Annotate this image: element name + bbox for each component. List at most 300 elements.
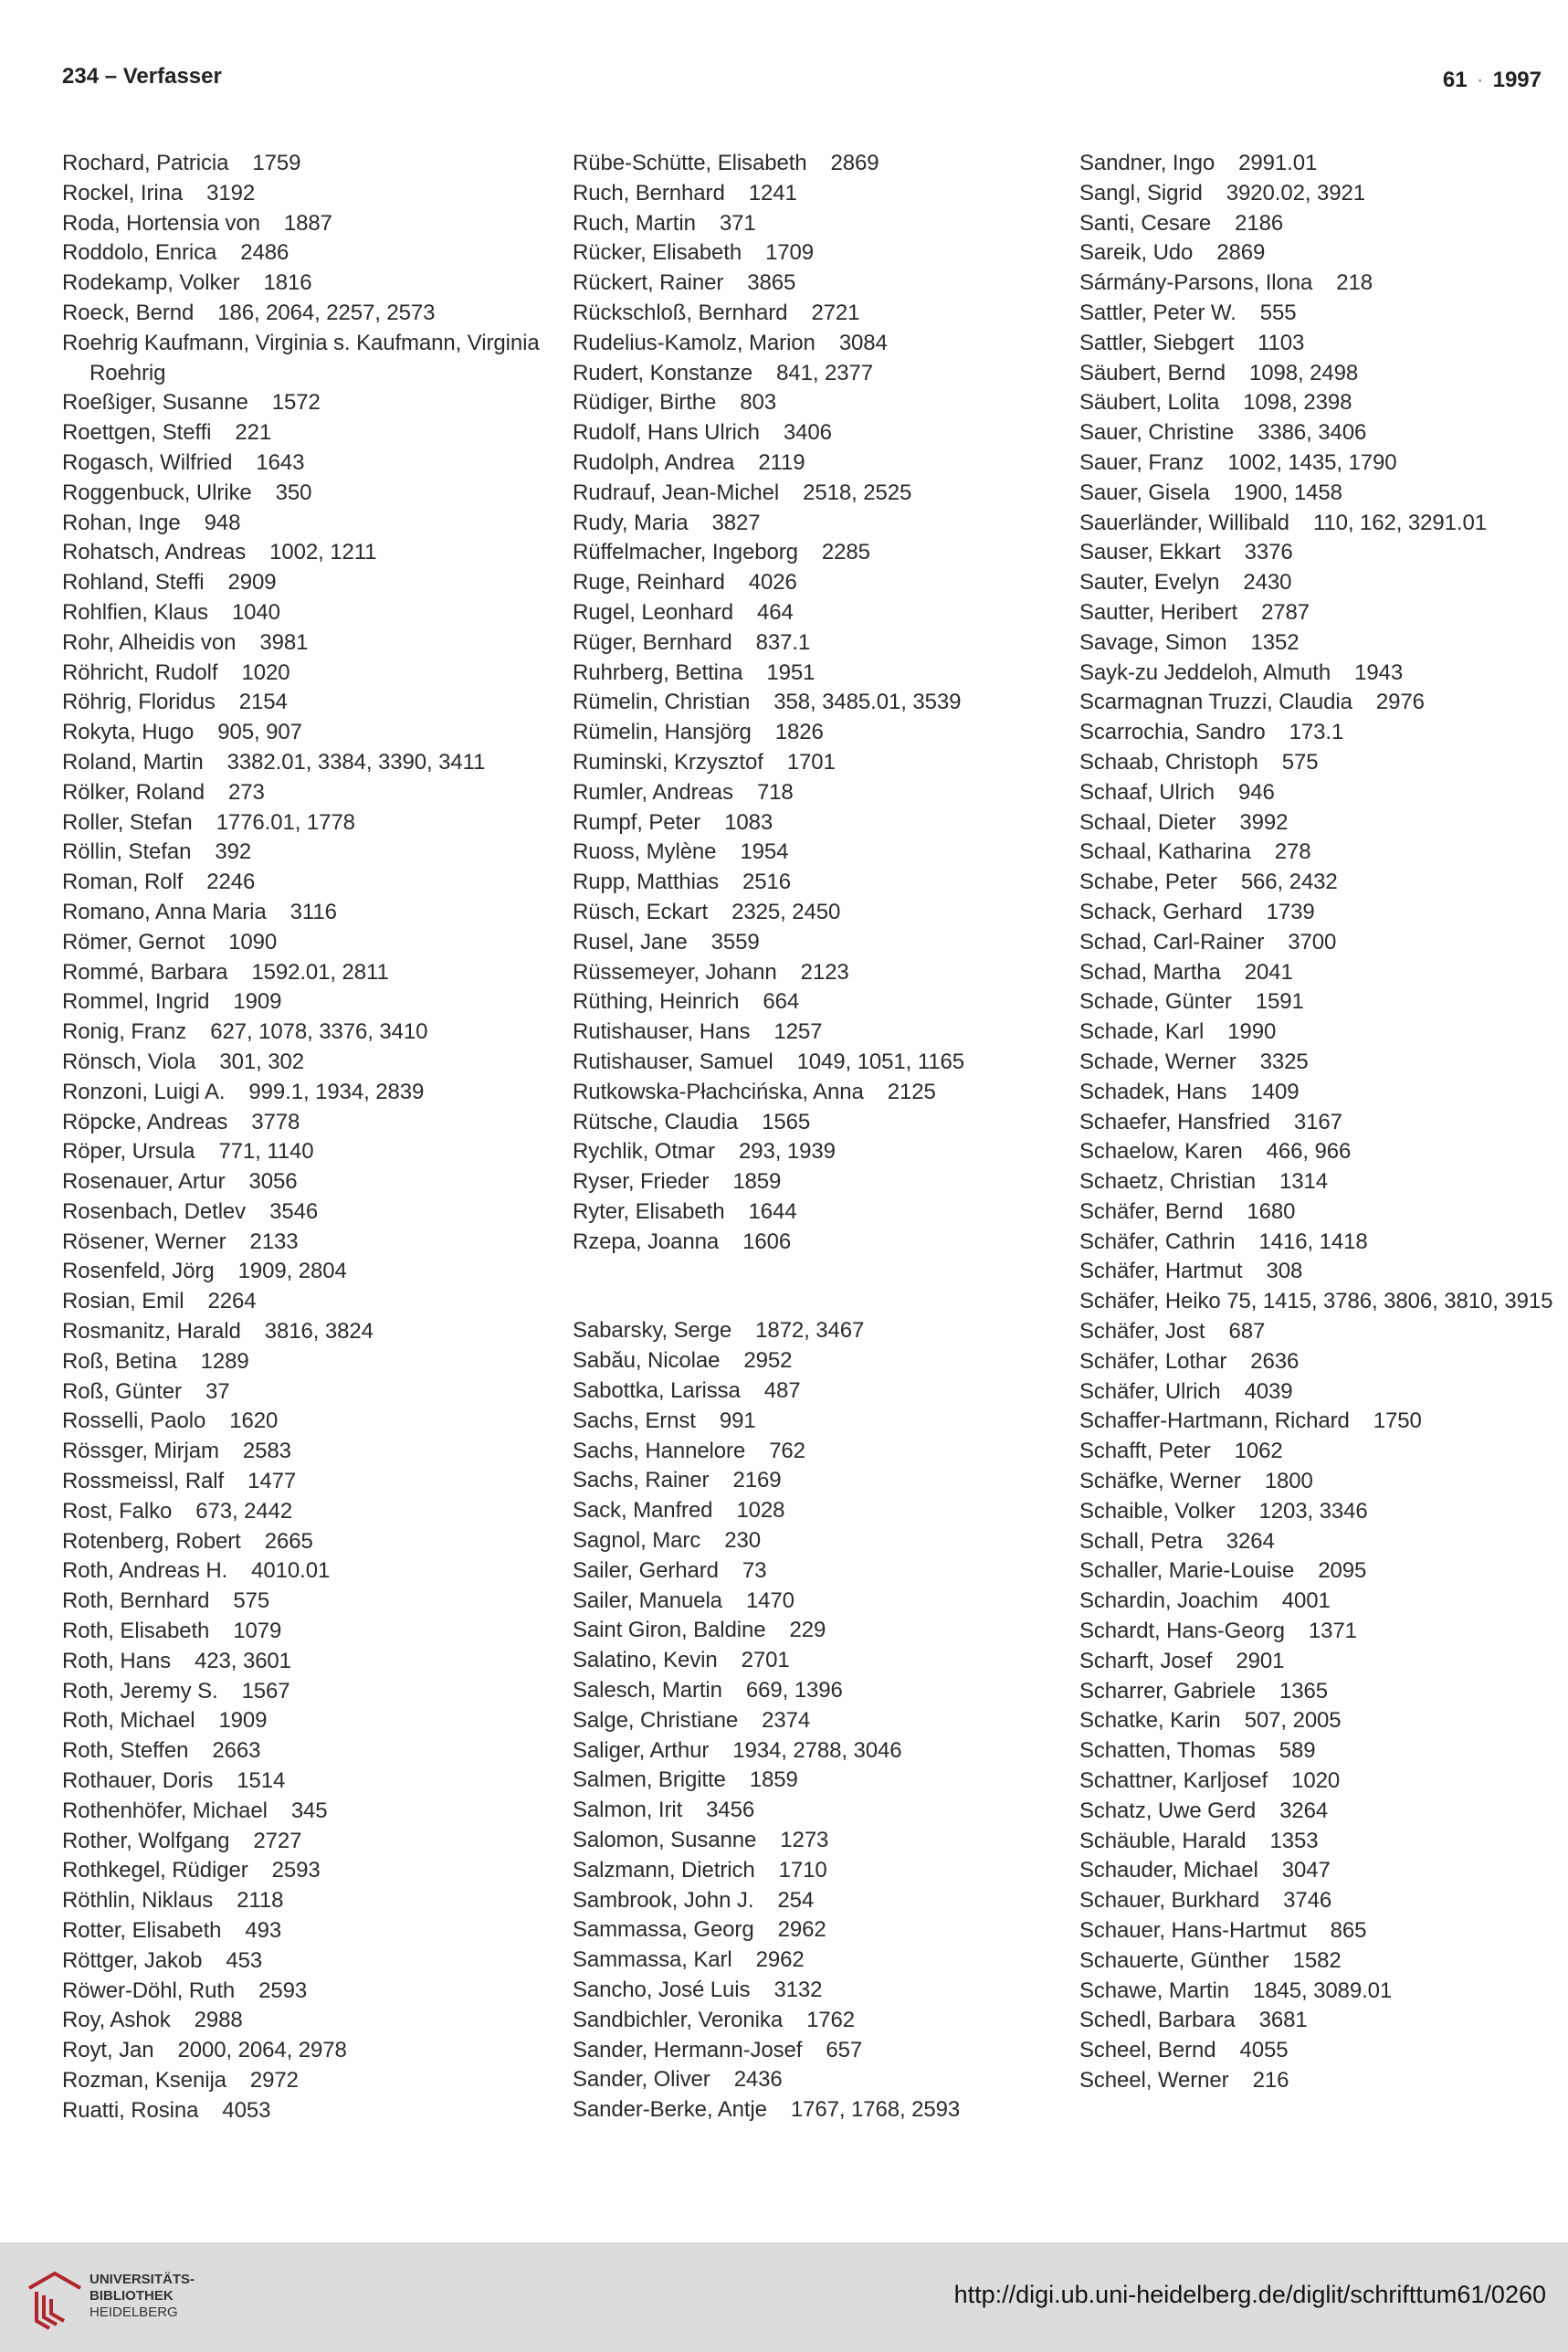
entry-numbers: 293, 1939 — [738, 1139, 836, 1165]
index-entry — [1079, 568, 1568, 598]
entry-numbers: 1002, 1435, 1790 — [1227, 449, 1397, 475]
author-name: Schaetz, Christian — [1079, 1169, 1256, 1195]
index-entry — [573, 1587, 1066, 1617]
author-name: Römer, Gernot — [62, 929, 205, 955]
author-name: Saint Giron, Baldine — [573, 1618, 766, 1643]
author-name: Sármány-Parsons, Ilona — [1079, 270, 1313, 296]
author-name: Rütsche, Claudia — [573, 1109, 739, 1134]
index-entry — [573, 1137, 1066, 1167]
entry-numbers: 229 — [789, 1618, 826, 1643]
entry-numbers: 2727 — [253, 1828, 302, 1853]
author-name: Rzepa, Joanna — [573, 1229, 720, 1254]
author-name: Romano, Anna Maria — [62, 899, 267, 924]
index-entry — [573, 1856, 1066, 1886]
entry-numbers: 946 — [1238, 779, 1275, 805]
entry-numbers: 3132 — [773, 1978, 823, 2003]
entry-numbers: 2909 — [227, 570, 277, 596]
author-name: Roller, Stefan — [62, 809, 193, 835]
author-name: Rübe-Schütte, Elisabeth — [573, 151, 807, 175]
entry-numbers: 1643 — [256, 449, 305, 475]
author-name: Rumpf, Peter — [573, 809, 701, 835]
entry-numbers: 566, 2432 — [1240, 870, 1338, 895]
entry-numbers: 664 — [763, 989, 800, 1015]
author-name: Sauter, Evelyn — [1079, 570, 1220, 596]
index-entry — [573, 1556, 1066, 1587]
author-name: Röllin, Stefan — [62, 839, 192, 865]
index-entry — [573, 659, 1066, 689]
index-entry — [1079, 1228, 1568, 1258]
index-entry — [573, 238, 1066, 269]
index-entry — [62, 1856, 555, 1886]
index-entry — [573, 1078, 1066, 1108]
entry-numbers: 2663 — [212, 1738, 261, 1764]
author-name: Schauer, Burkhard — [1079, 1888, 1260, 1914]
entry-numbers: 1565 — [762, 1109, 811, 1134]
index-entry — [62, 448, 555, 479]
author-name: Salmen, Brigitte — [573, 1767, 726, 1793]
entry-numbers: 4055 — [1239, 2038, 1289, 2063]
index-entry — [573, 1437, 1066, 1467]
entry-numbers: 3084 — [838, 330, 888, 355]
author-name: Ronig, Franz — [62, 1019, 187, 1045]
entry-numbers: 2169 — [732, 1468, 782, 1493]
entry-numbers: 230 — [724, 1528, 761, 1554]
library-name-line3: HEIDELBERG — [89, 2305, 178, 2320]
author-name: Schäuble, Harald — [1079, 1828, 1247, 1853]
author-name: Roda, Hortensia von — [62, 210, 260, 236]
entry-numbers: 3382.01, 3384, 3390, 3411 — [226, 749, 486, 775]
index-entry — [573, 1796, 1066, 1826]
author-name: Scarmagnan Truzzi, Claudia — [1079, 690, 1352, 715]
author-name: Sautter, Heribert — [1079, 599, 1238, 625]
author-name: Sauer, Christine — [1079, 420, 1235, 446]
index-entry — [573, 418, 1066, 448]
author-name: Ruch, Bernhard — [573, 180, 725, 206]
author-name: Ruge, Reinhard — [573, 570, 725, 596]
entry-numbers: 1887 — [283, 210, 332, 236]
entry-numbers: 575 — [1281, 749, 1319, 775]
author-name: Rupp, Matthias — [573, 870, 720, 895]
entry-numbers: 3376 — [1244, 540, 1293, 565]
author-name: Schatke, Karin — [1079, 1708, 1221, 1734]
author-name: Rudy, Maria — [573, 510, 689, 535]
entry-numbers: 1079 — [233, 1619, 282, 1644]
index-entry — [1079, 1886, 1568, 1916]
index-entry — [573, 1646, 1066, 1676]
entry-numbers: 673, 2442 — [195, 1498, 293, 1524]
entry-numbers: 2186 — [1235, 210, 1284, 236]
author-name: Rusel, Jane — [573, 929, 688, 955]
entry-numbers: 2869 — [1216, 240, 1266, 266]
author-name: Rutishauser, Samuel — [573, 1049, 773, 1074]
entry-numbers: 1592.01, 2811 — [251, 959, 389, 985]
author-name: Schäfer, Bernd — [1079, 1198, 1224, 1224]
author-name: Sabarsky, Serge — [573, 1318, 732, 1344]
author-name: Savage, Simon — [1079, 629, 1227, 655]
entry-numbers: 273 — [228, 779, 265, 805]
index-entry — [62, 2096, 555, 2126]
index-entry — [62, 388, 555, 418]
index-entry — [1079, 538, 1568, 568]
entry-numbers: 803 — [740, 390, 777, 416]
entry-numbers: 3981 — [259, 629, 309, 655]
index-entry — [62, 1048, 555, 1078]
index-entry — [62, 1977, 555, 2007]
index-entry — [573, 568, 1066, 598]
entry-numbers: 1352 — [1250, 629, 1300, 655]
author-name: Rossmeissl, Ralf — [62, 1469, 225, 1494]
author-name: Roettgen, Steffi — [62, 420, 212, 446]
author-name: Rosian, Emil — [62, 1289, 184, 1314]
index-entry — [1079, 1167, 1568, 1197]
page-label: 234 – Verfasser — [62, 64, 222, 89]
entry-numbers: 3325 — [1259, 1049, 1309, 1074]
entry-numbers: 1800 — [1264, 1469, 1313, 1494]
author-name: Rost, Falko — [62, 1498, 173, 1524]
entry-numbers: 1002, 1211 — [269, 540, 377, 565]
entry-numbers: 555 — [1259, 300, 1297, 325]
library-name-line1: UNIVERSITÄTS- — [89, 2272, 195, 2287]
index-entry — [62, 1647, 555, 1677]
entry-numbers: 3456 — [706, 1798, 755, 1823]
entry-numbers: 1040 — [231, 599, 280, 625]
permalink-url[interactable]: http://digi.ub.uni-heidelberg.de/diglit/schrifttum61/0260 — [953, 2281, 1546, 2308]
entry-numbers: 1567 — [241, 1678, 290, 1703]
entry-numbers: 1909, 2804 — [237, 1259, 347, 1284]
author-name: Ruminski, Krzysztof — [573, 749, 763, 775]
index-entry — [1079, 1407, 1568, 1437]
entry-numbers: 3406 — [783, 420, 832, 446]
author-name: Rohatsch, Andreas — [62, 540, 247, 565]
entry-numbers: 1990 — [1227, 1019, 1277, 1045]
entry-numbers: 3920.02, 3921 — [1226, 180, 1365, 206]
index-entry — [1079, 2036, 1568, 2066]
entry-numbers: 905, 907 — [217, 720, 302, 745]
index-entry — [573, 149, 1066, 179]
entry-numbers: 718 — [756, 779, 794, 805]
entry-numbers: 350 — [275, 480, 312, 505]
author-name: Schauer, Hans-Hartmut — [1079, 1918, 1307, 1944]
author-name: Schall, Petra — [1079, 1528, 1203, 1554]
entry-numbers: 2976 — [1375, 690, 1425, 715]
entry-numbers: 1409 — [1250, 1079, 1300, 1104]
index-entry — [1079, 299, 1568, 329]
entry-numbers: 1257 — [773, 1019, 823, 1045]
entry-numbers: 2119 — [758, 449, 805, 475]
index-entry — [62, 209, 555, 239]
index-entry — [62, 1018, 555, 1048]
author-name: Schäfer, Hartmut — [1079, 1259, 1243, 1284]
author-name: Schatz, Uwe Gerd — [1079, 1798, 1257, 1823]
entry-numbers: 345 — [290, 1798, 328, 1823]
author-name: Roddolo, Enrica — [62, 240, 217, 266]
entry-numbers: 1644 — [748, 1198, 797, 1224]
index-entry — [573, 598, 1066, 628]
author-name: Sauer, Gisela — [1079, 480, 1210, 505]
author-name: Rösener, Werner — [62, 1229, 226, 1254]
index-entry — [573, 1736, 1066, 1767]
index-entry — [62, 1377, 555, 1408]
index-entry — [1079, 1797, 1568, 1827]
author-name: Schabe, Peter — [1079, 870, 1217, 895]
author-name: Rössger, Mirjam — [62, 1439, 219, 1464]
entry-numbers: 2000, 2064, 2978 — [177, 2038, 347, 2063]
entry-numbers: 2636 — [1250, 1348, 1300, 1374]
author-name: Sambrook, John J. — [573, 1887, 754, 1913]
author-name: Sattler, Peter W. — [1079, 300, 1237, 325]
index-entry — [573, 269, 1066, 299]
entry-numbers: 278 — [1274, 839, 1311, 865]
entry-numbers: 3816, 3824 — [264, 1319, 374, 1345]
entry-numbers: 1353 — [1269, 1828, 1319, 1853]
entry-numbers: 493 — [245, 1918, 282, 1944]
entry-numbers: 2486 — [240, 240, 289, 266]
volume-year — [1443, 68, 1542, 93]
author-name: Rüdiger, Birthe — [573, 390, 717, 416]
author-name: Röthlin, Niklaus — [62, 1888, 214, 1914]
author-name: Sabău, Nicolae — [573, 1348, 721, 1374]
author-name: Rosenauer, Artur — [62, 1169, 226, 1195]
index-entry — [573, 388, 1066, 418]
index-entry — [1079, 238, 1568, 269]
author-name: Sayk-zu Jeddeloh, Almuth — [1079, 659, 1331, 685]
author-name: Säubert, Bernd — [1079, 360, 1226, 385]
index-entry — [62, 1767, 555, 1797]
index-entry — [62, 628, 555, 659]
entry-numbers: 669, 1396 — [745, 1678, 843, 1703]
entry-numbers: 1103 — [1258, 330, 1305, 355]
author-name: Salge, Christiane — [573, 1707, 739, 1733]
entry-numbers: 2516 — [742, 870, 792, 895]
entry-numbers: 466, 966 — [1266, 1139, 1352, 1165]
index-entry — [1079, 898, 1568, 928]
author-name: Schack, Gerhard — [1079, 899, 1243, 924]
author-name: Roeck, Bernd — [62, 300, 195, 325]
index-entry — [62, 898, 555, 928]
index-entry — [1079, 1317, 1568, 1347]
author-name: Ruoss, Mylène — [573, 839, 717, 865]
index-entry — [573, 479, 1066, 509]
author-name: Scheel, Werner — [1079, 2068, 1229, 2093]
author-name: Rosenbach, Detlev — [62, 1198, 247, 1224]
entry-numbers: 2701 — [741, 1648, 790, 1673]
index-entry — [1079, 987, 1568, 1018]
author-name: Röttger, Jakob — [62, 1947, 203, 1973]
author-name: Rudolf, Hans Ulrich — [573, 420, 760, 446]
author-name: Schadek, Hans — [1079, 1079, 1227, 1104]
index-entry — [1079, 1437, 1568, 1467]
index-entry — [62, 1167, 555, 1197]
author-name: Rotter, Elisabeth — [62, 1918, 222, 1944]
entry-numbers: 687 — [1228, 1319, 1266, 1345]
entry-numbers: 2041 — [1244, 959, 1293, 985]
index-entry — [573, 1766, 1066, 1796]
index-entry — [573, 987, 1066, 1018]
index-entry — [1079, 1287, 1568, 1317]
index-entry — [573, 1346, 1066, 1376]
author-name: Schaaf, Ulrich — [1079, 779, 1215, 805]
index-entry — [1079, 628, 1568, 659]
index-entry — [573, 1526, 1066, 1556]
entry-numbers: 2583 — [242, 1439, 291, 1464]
index-entry — [1079, 1377, 1568, 1408]
entry-numbers: 453 — [226, 1947, 263, 1973]
author-name: Schäfer, Lothar — [1079, 1348, 1227, 1374]
index-entry — [62, 1287, 555, 1317]
index-entry — [573, 1976, 1066, 2006]
author-name: Roth, Hans — [62, 1648, 172, 1673]
entry-numbers: 1845, 3089.01 — [1253, 1978, 1393, 2003]
author-name: Roß, Betina — [62, 1348, 177, 1374]
index-entry — [1079, 359, 1568, 389]
letter-section-gap — [573, 1257, 1066, 1316]
index-entry — [62, 299, 555, 329]
author-name: Ruatti, Rosina — [62, 2097, 199, 2123]
entry-numbers: 3167 — [1293, 1109, 1342, 1134]
index-entry — [573, 448, 1066, 479]
index-column-3 — [1079, 149, 1568, 2096]
author-name: Rosenfeld, Jörg — [62, 1259, 215, 1284]
entry-numbers: 1371 — [1308, 1619, 1357, 1644]
entry-numbers: 1365 — [1279, 1678, 1328, 1703]
entry-numbers: 2518, 2525 — [803, 480, 912, 505]
author-name: Sauer, Franz — [1079, 449, 1205, 475]
entry-numbers: 1591 — [1255, 989, 1304, 1015]
author-name: Roland, Martin — [62, 749, 204, 775]
author-name: Rogasch, Wilfried — [62, 449, 233, 475]
author-name: Sander-Berke, Antje — [573, 2097, 767, 2123]
author-name: Schade, Werner — [1079, 1049, 1237, 1074]
author-name: Roth, Andreas H. — [62, 1558, 228, 1584]
index-entry — [62, 1257, 555, 1287]
index-entry — [573, 2036, 1066, 2066]
author-name: Rochard, Patricia — [62, 151, 229, 175]
entry-numbers: 1859 — [749, 1767, 798, 1793]
author-name: Schawe, Martin — [1079, 1978, 1229, 2003]
index-entry — [62, 2006, 555, 2036]
entry-numbers: 3056 — [248, 1169, 298, 1195]
index-entry — [573, 509, 1066, 539]
index-entry — [62, 1197, 555, 1228]
author-name: Rosselli, Paolo — [62, 1408, 206, 1434]
entry-numbers: 423, 3601 — [195, 1648, 291, 1673]
author-name: Rudrauf, Jean-Michel — [573, 480, 780, 505]
index-entry — [1079, 1587, 1568, 1617]
index-entry — [1079, 1257, 1568, 1287]
author-name: Schäfer, Jost — [1079, 1319, 1205, 1345]
author-name: Roth, Elisabeth — [62, 1619, 210, 1644]
entry-numbers: 1470 — [745, 1587, 795, 1613]
entry-numbers: 1090 — [228, 929, 278, 955]
entry-numbers: 3681 — [1258, 2008, 1308, 2033]
author-name: Rohan, Inge — [62, 510, 181, 535]
author-name: Schaffer-Hartmann, Richard — [1079, 1408, 1350, 1434]
entry-numbers: 1759 — [252, 151, 301, 175]
author-name: Röper, Ursula — [62, 1139, 195, 1165]
entry-numbers: 2988 — [194, 2008, 243, 2033]
entry-numbers: 2972 — [249, 2068, 299, 2093]
entry-numbers: 1028 — [736, 1498, 785, 1524]
entry-numbers: 1934, 2788, 3046 — [732, 1737, 902, 1763]
library-footer — [0, 2242, 1568, 2352]
index-entry — [1079, 778, 1568, 808]
index-entry — [62, 238, 555, 269]
author-name: Salatino, Kevin — [573, 1648, 718, 1673]
index-entry — [573, 1496, 1066, 1526]
author-name: Sack, Manfred — [573, 1498, 713, 1524]
index-entry — [1079, 509, 1568, 539]
entry-numbers: 3386, 3406 — [1258, 420, 1367, 446]
author-name: Rommel, Ingrid — [62, 989, 210, 1015]
index-entry — [1079, 1617, 1568, 1647]
index-entry — [1079, 1527, 1568, 1557]
index-entry — [573, 718, 1066, 748]
author-name: Ryser, Frieder — [573, 1169, 710, 1195]
index-entry — [573, 1915, 1066, 1946]
index-entry — [1079, 1048, 1568, 1078]
entry-numbers: 1900, 1458 — [1233, 480, 1342, 505]
author-name: Rückschloß, Bernhard — [573, 300, 788, 325]
author-name: Sancho, José Luis — [573, 1978, 751, 2003]
index-column-1 — [62, 149, 555, 2126]
entry-numbers: 3992 — [1239, 809, 1289, 835]
index-entry — [62, 1407, 555, 1437]
entry-numbers: 3700 — [1288, 929, 1337, 955]
entry-numbers: 589 — [1279, 1738, 1316, 1764]
author-name: Schardt, Hans-Georg — [1079, 1619, 1285, 1644]
index-entry — [62, 1587, 555, 1617]
author-name: Sachs, Hannelore — [573, 1438, 746, 1463]
author-name: Rüffelmacher, Ingeborg — [573, 540, 798, 565]
entry-numbers: 1416, 1418 — [1258, 1229, 1368, 1254]
author-name: Ronzoni, Luigi A. — [62, 1079, 226, 1104]
index-entry — [62, 1467, 555, 1497]
author-name: Schade, Günter — [1079, 989, 1232, 1015]
author-name: Sangl, Sigrid — [1079, 180, 1203, 206]
author-name: Scheel, Bernd — [1079, 2038, 1216, 2063]
entry-numbers: 1767, 1768, 2593 — [790, 2097, 961, 2123]
entry-numbers: 771, 1140 — [218, 1139, 314, 1165]
entry-numbers: 1954 — [740, 839, 789, 865]
library-name-line2: BIBLIOTHEK — [89, 2288, 174, 2304]
author-name: Röhrig, Floridus — [62, 690, 216, 715]
index-entry — [1079, 1078, 1568, 1108]
author-name: Schaab, Christoph — [1079, 749, 1258, 775]
author-name: Santi, Cesare — [1079, 210, 1212, 236]
page-header — [62, 64, 1542, 100]
index-entry — [573, 1108, 1066, 1138]
index-entry — [573, 748, 1066, 778]
index-entry — [62, 329, 555, 389]
index-entry — [62, 1556, 555, 1587]
index-entry — [1079, 1467, 1568, 1497]
index-entry — [573, 1048, 1066, 1078]
author-name: Röhricht, Rudolf — [62, 659, 218, 685]
entry-numbers: 2118 — [237, 1888, 284, 1914]
author-name: Röpcke, Andreas — [62, 1109, 228, 1134]
entry-numbers: 865 — [1330, 1918, 1367, 1944]
index-entry — [62, 987, 555, 1018]
author-name: Rutkowska-Płachcińska, Anna — [573, 1079, 864, 1104]
entry-numbers: 1273 — [780, 1828, 829, 1853]
entry-numbers: 2869 — [830, 151, 879, 175]
entry-numbers: 2436 — [733, 2067, 783, 2093]
entry-numbers: 1083 — [724, 809, 773, 835]
index-entry — [62, 479, 555, 509]
entry-numbers: 3559 — [710, 929, 760, 955]
author-name: Royt, Jan — [62, 2038, 154, 2063]
index-entry — [62, 1078, 555, 1108]
